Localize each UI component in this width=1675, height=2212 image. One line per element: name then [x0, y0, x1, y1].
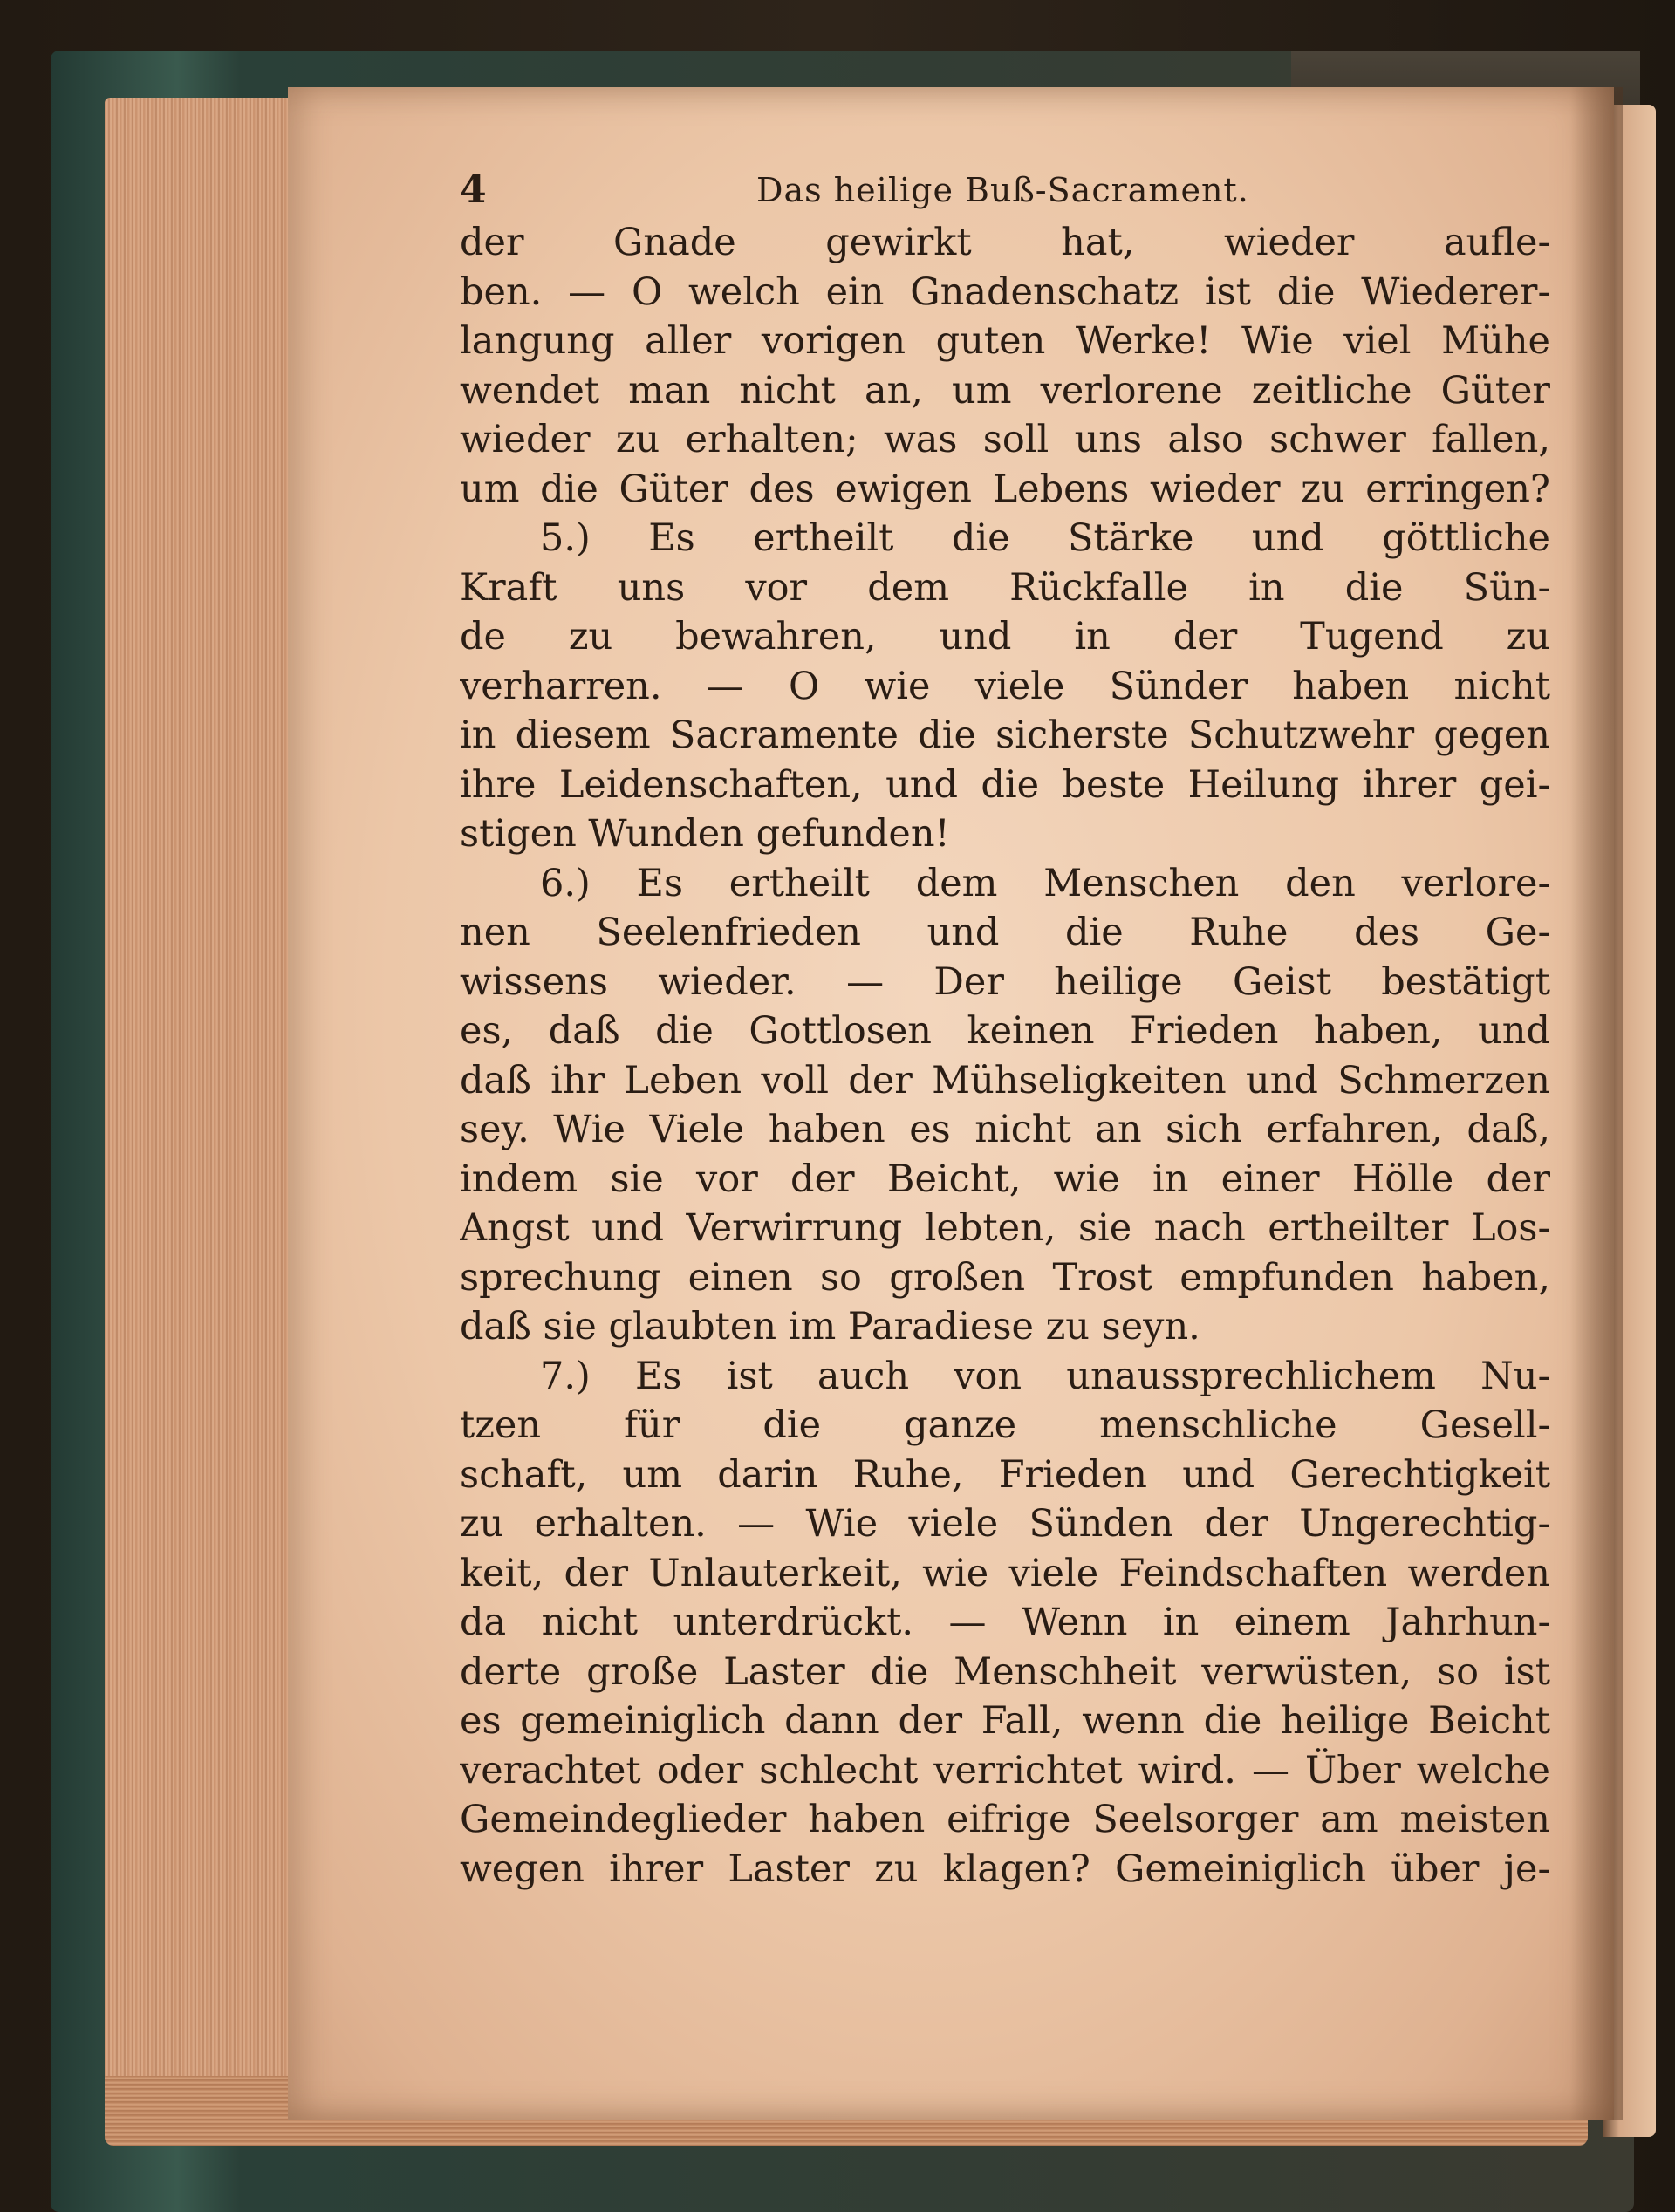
text-line: ihre Leidenschaften, und die beste Heilung ihrer gei- — [460, 762, 1550, 807]
text-line: in diesem Sacramente die sicherste Schutzwehr gegen — [460, 713, 1550, 757]
text-line: ben. — O welch ein Gnadenschatz ist die Wiederer- — [460, 270, 1550, 314]
page-edges-left — [105, 98, 314, 2139]
text-line: sprechung einen so großen Trost empfunden haben, — [460, 1255, 1550, 1300]
text-line: verachtet oder schlecht verrichtet wird. — Über welche — [460, 1748, 1550, 1792]
text-line: stigen Wunden gefunden! — [460, 812, 950, 856]
text-line: Gemeindeglieder haben eifrige Seelsorger am meisten — [460, 1798, 1550, 1841]
page-header — [460, 164, 1550, 216]
text-line: langung aller vorigen guten Werke! Wie viel Mühe — [460, 319, 1550, 363]
text-line: wegen ihrer Laster zu klagen? Gemeiniglich über je- — [460, 1847, 1550, 1891]
text-line: 7.) Es ist auch von unaussprechlichem Nu- — [540, 1354, 1550, 1398]
text-line: es gemeiniglich dann der Fall, wenn die heilige Beicht — [460, 1699, 1550, 1743]
text-line: verharren. — O wie viele Sünder haben nicht — [460, 664, 1550, 708]
text-line: da nicht unterdrückt. — Wenn in einem Jahrhun- — [460, 1601, 1550, 1644]
text-line: 5.) Es ertheilt die Stärke und göttliche — [540, 516, 1550, 560]
text-line: daß ihr Leben voll der Mühseligkeiten und Schmerzen — [460, 1058, 1550, 1103]
page-number: 4 — [460, 167, 487, 212]
text-line: der Gnade gewirkt hat, wieder aufle- — [460, 221, 1550, 264]
text-line: Angst und Verwirrung lebten, sie nach ertheilter Los- — [460, 1206, 1550, 1250]
text-line: wieder zu erhalten; was soll uns also schwer fallen, — [460, 418, 1550, 461]
text-line: es, daß die Gottlosen keinen Frieden haben, und — [460, 1009, 1550, 1053]
text-line: de zu bewahren, und in der Tugend zu — [460, 615, 1550, 659]
text-line: 6.) Es ertheilt dem Menschen den verlore- — [540, 861, 1550, 905]
gutter-shadow — [1570, 87, 1623, 2120]
text-line: wissens wieder. — Der heilige Geist bestätigt — [460, 959, 1550, 1004]
text-line: schaft, um darin Ruhe, Frieden und Gerechtigkeit — [460, 1452, 1550, 1497]
text-line: indem sie vor der Beicht, wie in einer Hölle der — [460, 1157, 1550, 1201]
text-line: um die Güter des ewigen Lebens wieder zu erringen? — [460, 467, 1550, 511]
text-line: derte große Laster die Menschheit verwüsten, so ist — [460, 1649, 1550, 1694]
text-line: tzen für die ganze menschliche Gesell- — [460, 1403, 1550, 1447]
text-line: keit, der Unlauterkeit, wie viele Feindschaften werden — [460, 1551, 1550, 1595]
text-line: Kraft uns vor dem Rückfalle in die Sün- — [460, 565, 1550, 610]
text-line: sey. Wie Viele haben es nicht an sich erfahren, daß, — [460, 1108, 1550, 1151]
text-line: wendet man nicht an, um verlorene zeitliche Güter — [460, 368, 1550, 413]
running-head: Das heilige Buß-Sacrament. — [756, 171, 1249, 209]
text-line: nen Seelenfrieden und die Ruhe des Ge- — [460, 911, 1550, 954]
text-line: daß sie glaubten im Paradiese zu seyn. — [460, 1305, 1200, 1348]
body-text — [460, 218, 1550, 1894]
text-line: zu erhalten. — Wie viele Sünden der Ungerechtig- — [460, 1502, 1550, 1546]
